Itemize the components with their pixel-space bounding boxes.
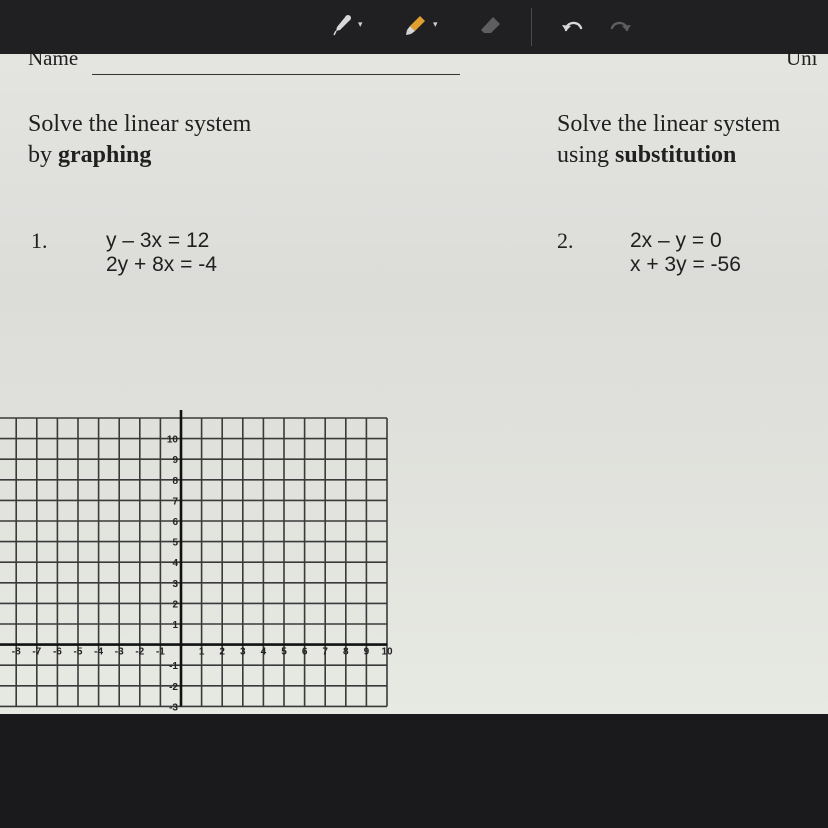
y-tick-label: -2 xyxy=(169,681,178,693)
x-tick-label: -7 xyxy=(32,646,42,658)
y-tick-label: 6 xyxy=(172,517,178,528)
method-bold: graphing xyxy=(58,142,152,168)
chevron-down-icon: ▾ xyxy=(358,20,363,30)
highlighter-icon xyxy=(405,14,427,36)
x-tick-label: 5 xyxy=(281,646,287,658)
title-line: Solve the linear system xyxy=(557,111,781,137)
y-tick-label: 5 xyxy=(172,537,178,549)
problem-1-title xyxy=(28,109,251,171)
x-tick-label: 4 xyxy=(260,646,267,658)
redo-button[interactable] xyxy=(609,10,633,40)
highlighter-tool-button[interactable] xyxy=(405,10,438,40)
x-tick-label: -3 xyxy=(114,646,124,658)
equation-system-1 xyxy=(106,229,217,277)
annotation-toolbar xyxy=(0,0,828,54)
problem-number: 1. xyxy=(31,228,48,253)
equation: y – 3x = 12 xyxy=(106,229,210,252)
y-tick-label: 10 xyxy=(166,434,178,446)
screen-bottom-area xyxy=(0,714,828,828)
undo-button[interactable] xyxy=(560,10,584,40)
y-tick-label: 1 xyxy=(172,620,178,631)
y-tick-label: -1 xyxy=(169,661,178,673)
unit-label: Uni xyxy=(786,46,818,70)
y-tick-label: 7 xyxy=(172,496,178,508)
x-tick-label: -5 xyxy=(73,646,83,658)
x-tick-label: -6 xyxy=(52,646,62,658)
y-tick-label: -3 xyxy=(169,702,178,714)
problem-2-title xyxy=(557,109,780,171)
pen-icon xyxy=(332,14,352,36)
x-tick-label: 7 xyxy=(322,646,328,658)
equation: x + 3y = -56 xyxy=(630,253,741,276)
title-line: Solve the linear system xyxy=(28,111,252,137)
y-tick-label: 2 xyxy=(172,599,178,611)
x-tick-label: -1 xyxy=(155,646,165,658)
eraser-icon xyxy=(480,15,502,35)
redo-icon xyxy=(609,16,633,34)
equation: 2y + 8x = -4 xyxy=(106,253,217,276)
name-label: Name xyxy=(28,46,79,70)
coordinate-grid xyxy=(0,408,393,733)
eraser-tool-button[interactable] xyxy=(480,10,502,40)
x-tick-label: 1 xyxy=(198,646,205,658)
name-underline xyxy=(92,74,460,75)
method-bold: substitution xyxy=(615,142,737,168)
toolbar-divider xyxy=(531,8,532,46)
chevron-down-icon: ▾ xyxy=(433,20,438,30)
x-tick-label: -8 xyxy=(11,646,21,658)
undo-icon xyxy=(560,16,584,34)
x-tick-label: 8 xyxy=(343,646,349,658)
coordinate-grid-svg xyxy=(0,408,393,728)
worksheet-page xyxy=(0,46,828,714)
x-tick-label: 3 xyxy=(240,646,246,658)
x-tick-label: 9 xyxy=(363,646,370,658)
y-tick-label: 9 xyxy=(172,455,178,467)
x-tick-label: 6 xyxy=(301,646,308,658)
title-line: using substitution xyxy=(557,142,737,168)
x-tick-label: 10 xyxy=(381,646,393,658)
problem-number: 2. xyxy=(557,228,574,253)
x-tick-label: -2 xyxy=(135,646,145,658)
equation: 2x – y = 0 xyxy=(630,229,722,252)
y-tick-label: 8 xyxy=(172,475,178,487)
title-line: by graphing xyxy=(28,142,152,168)
pen-tool-button[interactable] xyxy=(332,10,363,40)
equation-system-2 xyxy=(630,229,741,277)
x-tick-label: 2 xyxy=(219,646,225,658)
x-tick-label: -4 xyxy=(94,646,104,658)
y-tick-label: 4 xyxy=(172,558,178,570)
y-tick-label: 3 xyxy=(172,578,178,590)
